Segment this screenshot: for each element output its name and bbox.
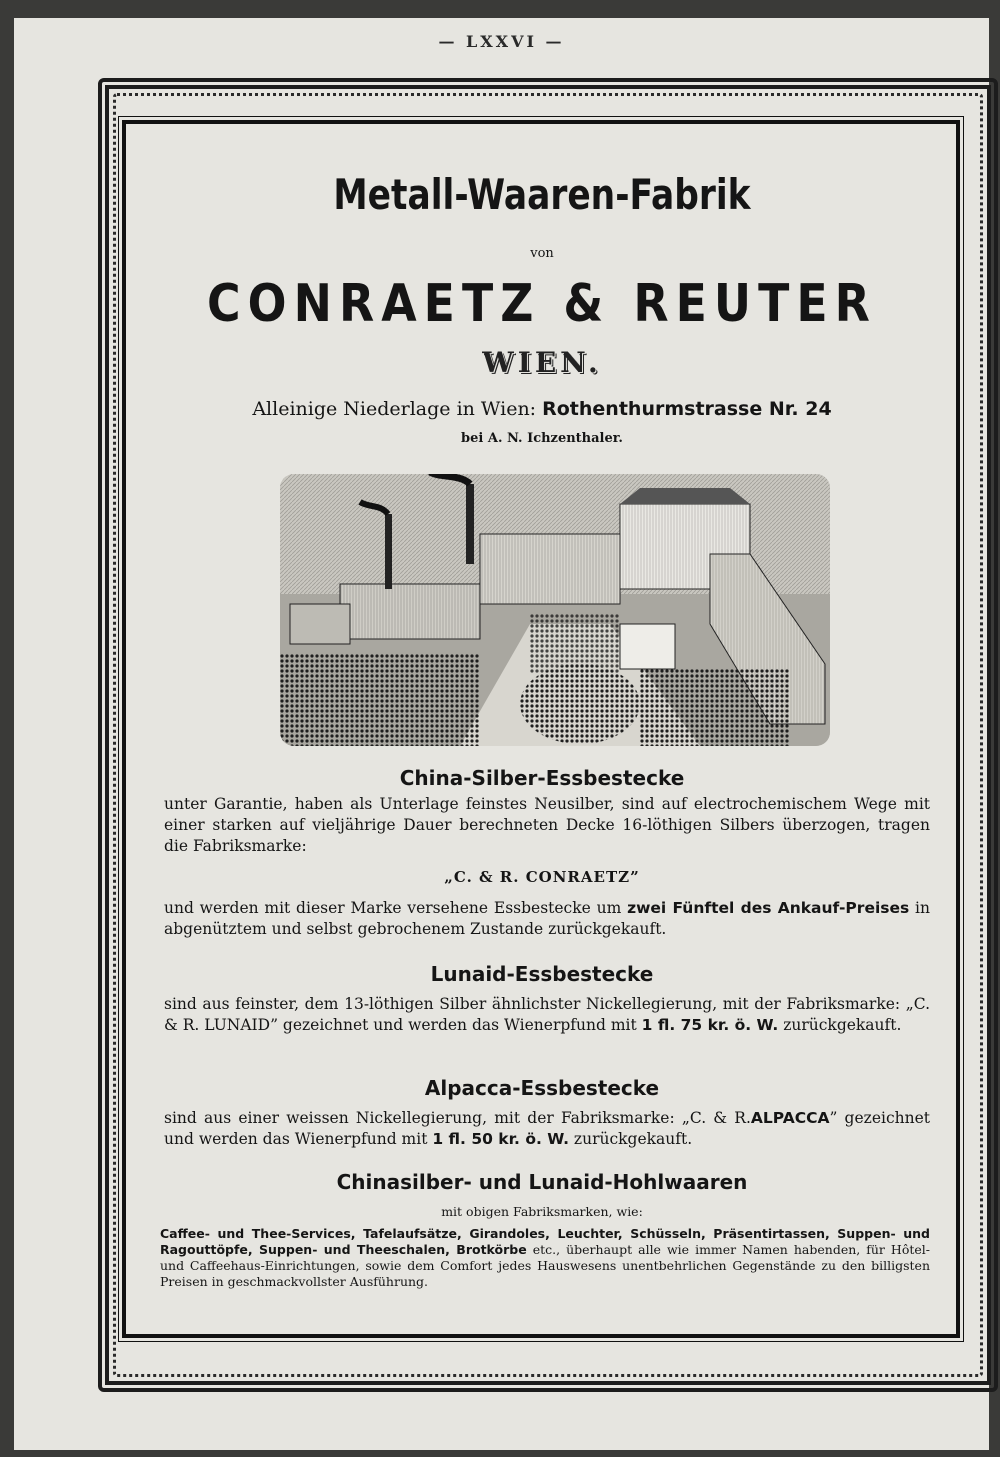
hohlwaaren-rest: etc., überhaupt alle wie immer Namen habenden, für Hôtel- und Caffeehaus-Einrichtungen, sowie dem Comfort jedes Hauswesens unentbehrlichen Gegenstände zu den billigsten Preisen in geschmackvollster Ausführung. (160, 1242, 930, 1289)
depot-agent: bei A. N. Ichzenthaler. (461, 431, 623, 446)
depot-line (142, 398, 942, 420)
alpacca-price: 1 fl. 50 kr. ö. W. (432, 1130, 569, 1148)
alpacca-text-a: sind aus einer weissen Nickellegierung, mit der Fabriksmarke: „C. & R. (164, 1109, 751, 1127)
ad-title: Metall-Waaren-Fabrik (333, 170, 751, 219)
heading-china-silber: China-Silber-Essbestecke (399, 766, 685, 790)
depot-address: Rothenthurmstrasse Nr. 24 (542, 398, 832, 420)
alpacca-text (164, 1108, 930, 1150)
lunaid-text (164, 994, 930, 1036)
factory-engraving (280, 474, 830, 746)
hohlwaaren-items: Caffee- und Thee-Services, Tafelaufsätze, Girandoles, Leuchter, Schüsseln, Präsentirtassen, Suppen- und Ragouttöpfe, Suppen- und Theeschalen, Brotkörbe (160, 1226, 930, 1257)
lunaid-text-a: sind aus feinster, dem 13-löthigen Silber ähnlichster Nickellegierung, mit der Fabriksmarke: „C. & R. LUNAID” gezeichnet und werden das Wienerpfund mit (164, 995, 930, 1034)
china-silber-buyback (164, 898, 930, 940)
page-number: — LXXVI — (438, 32, 565, 51)
lunaid-text-b: zurückgekauft. (783, 1016, 902, 1034)
heading-lunaid: Lunaid-Essbestecke (430, 962, 654, 986)
page-sheet (14, 18, 989, 1450)
alpacca-text-c: zurückgekauft. (573, 1130, 693, 1148)
alpacca-text-b: ” gezeichnet und werden das Wienerpfund mit (164, 1109, 931, 1148)
buyback-text-c: in abgenütztem und selbst gebrochenem Zustande zurückgekauft. (164, 899, 930, 938)
heading-alpacca: Alpacca-Essbestecke (424, 1076, 660, 1100)
heading-hohlwaaren: Chinasilber- und Lunaid-Hohlwaaren (336, 1170, 748, 1194)
china-silber-text: unter Garantie, haben als Unterlage feinstes Neusilber, sind auf electrochemischem Wege mit einer starken auf vieljährige Dauer berechneten Decke 16-löthigen Silbers überzogen, tragen die Fabriksmarke: (164, 795, 930, 855)
hohlwaaren-text (160, 1226, 930, 1290)
lunaid-price: 1 fl. 75 kr. ö. W. (641, 1016, 779, 1034)
buyback-emphasis: zwei Fünftel des Ankauf-Preises (627, 899, 910, 917)
firm-name: CONRAETZ & REUTER (207, 274, 877, 334)
hohlwaaren-subline: mit obigen Fabriksmarken, wie: (441, 1204, 643, 1219)
city-name: WIEN. (482, 346, 602, 379)
mark-conraetz: „C. & R. CONRAETZ” (444, 868, 640, 886)
ad-von: von (530, 246, 554, 261)
alpacca-mark: ALPACCA (750, 1109, 830, 1127)
depot-prefix: Alleinige Niederlage in Wien: (252, 398, 537, 420)
buyback-text-a: und werden mit dieser Marke versehene Essbestecke um (164, 899, 622, 917)
